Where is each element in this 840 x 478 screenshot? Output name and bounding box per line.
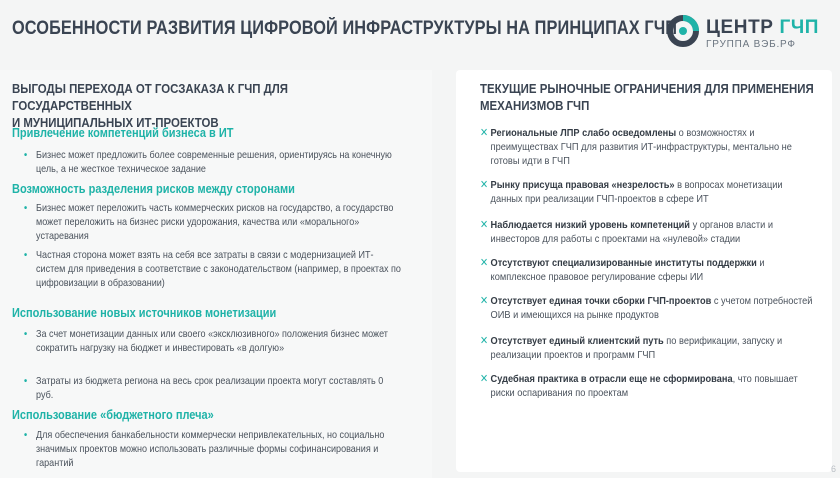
- list-item: • Бизнес может переложить часть коммерческих рисков на государство, а государство может переложить на бизнес риски удорожания, качества или «морального» устаревания: [24, 202, 394, 243]
- cross-icon: ✕: [480, 373, 489, 385]
- bullet-icon: •: [24, 249, 28, 261]
- section-title: Использование новых источников монетизации: [12, 306, 277, 320]
- cross-icon: ✕: [480, 295, 489, 307]
- bullet-icon: •: [24, 202, 28, 214]
- list-item: ✕ Отсутствует единая точки сборки ГЧП-проектов с учетом потребностей ОИВ и имеющихся на рынке продуктов: [480, 295, 813, 322]
- constraints-column: [456, 70, 832, 472]
- constraints-heading: ТЕКУЩИЕ РЫНОЧНЫЕ ОГРАНИЧЕНИЯ ДЛЯ ПРИМЕНЕНИЯ МЕХАНИЗМОВ ГЧП: [480, 81, 814, 113]
- cross-icon: ✕: [480, 257, 489, 269]
- list-item: • Частная сторона может взять на себя все затраты в связи с модернизацией ИТ-систем для приведения в соответствие с законодательством (например, в проектах по цифровизации в образовании): [24, 249, 401, 290]
- bullet-icon: •: [24, 429, 28, 441]
- list-item: ✕ Отсутствует единый клиентский путь по верификации, запуску и реализации проектов и программ ГЧП: [480, 335, 783, 362]
- section-title: Возможность разделения рисков между сторонами: [12, 182, 295, 196]
- benefits-heading: ВЫГОДЫ ПЕРЕХОДА ОТ ГОСЗАКАЗА К ГЧП ДЛЯ ГОСУДАРСТВЕННЫХ И МУНИЦИПАЛЬНЫХ ИТ-ПРОЕКТОВ: [12, 81, 289, 130]
- cross-icon: ✕: [480, 127, 489, 139]
- cross-icon: ✕: [480, 335, 489, 347]
- list-item: ✕ Региональные ЛПР слабо осведомлены о возможностях и преимуществах ГЧП для развития ИТ-инфраструктуры, ментально не готовы идти в ГЧП: [480, 127, 792, 168]
- logo-ring-icon: [666, 14, 700, 48]
- slide-header: [0, 0, 840, 60]
- page-number: 6: [830, 464, 836, 474]
- list-item: ✕ Рынку присуща правовая «незрелость» в вопросах монетизации данных при реализации ГЧП-проектов в сфере ИТ: [480, 179, 783, 206]
- cross-icon: ✕: [480, 179, 489, 191]
- list-item: • Бизнес может предложить более современные решения, ориентируясь на конечную цель, а не жесткое техническое задание: [24, 149, 392, 176]
- section-title: Использование «бюджетного плеча»: [12, 408, 214, 422]
- slide-title: ОСОБЕННОСТИ РАЗВИТИЯ ЦИФРОВОЙ ИНФРАСТРУКТУРЫ НА ПРИНЦИПАХ ГЧП: [12, 18, 678, 39]
- bullet-icon: •: [24, 375, 28, 387]
- logo-text: ЦЕНТР ГЧП: [706, 17, 820, 38]
- bullet-icon: •: [24, 149, 28, 161]
- list-item: • Для обеспечения банкабельности коммерчески непривлекательных, но социально значимых проектов можно использовать различные формы софинансирования и гарантий: [24, 429, 385, 470]
- list-item: ✕ Отсутствуют специализированные институты поддержки и комплексное правовое регулирование сферы ИИ: [480, 257, 765, 284]
- list-item: • Затраты из бюджета региона на весь срок реализации проекта могут составлять 0 руб.: [24, 375, 384, 402]
- logo: [666, 14, 836, 54]
- list-item: ✕ Наблюдается низкий уровень компетенций у органов власти и инвесторов для работы с проектами на «нулевой» стадии: [480, 219, 774, 246]
- cross-icon: ✕: [480, 219, 489, 231]
- section-title: Привлечение компетенций бизнеса в ИТ: [12, 126, 234, 140]
- bullet-icon: •: [24, 328, 28, 340]
- benefits-column: [0, 70, 432, 478]
- logo-subtitle: ГРУППА ВЭБ.РФ: [706, 39, 796, 50]
- list-item: • За счет монетизации данных или своего «эксклюзивного» положения бизнес может сократить нагрузку на бюджет и инвестировать «в долгую»: [24, 328, 388, 355]
- list-item: ✕ Судебная практика в отрасли еще не сформирована, что повышает риски оспаривания по проектам: [480, 373, 798, 400]
